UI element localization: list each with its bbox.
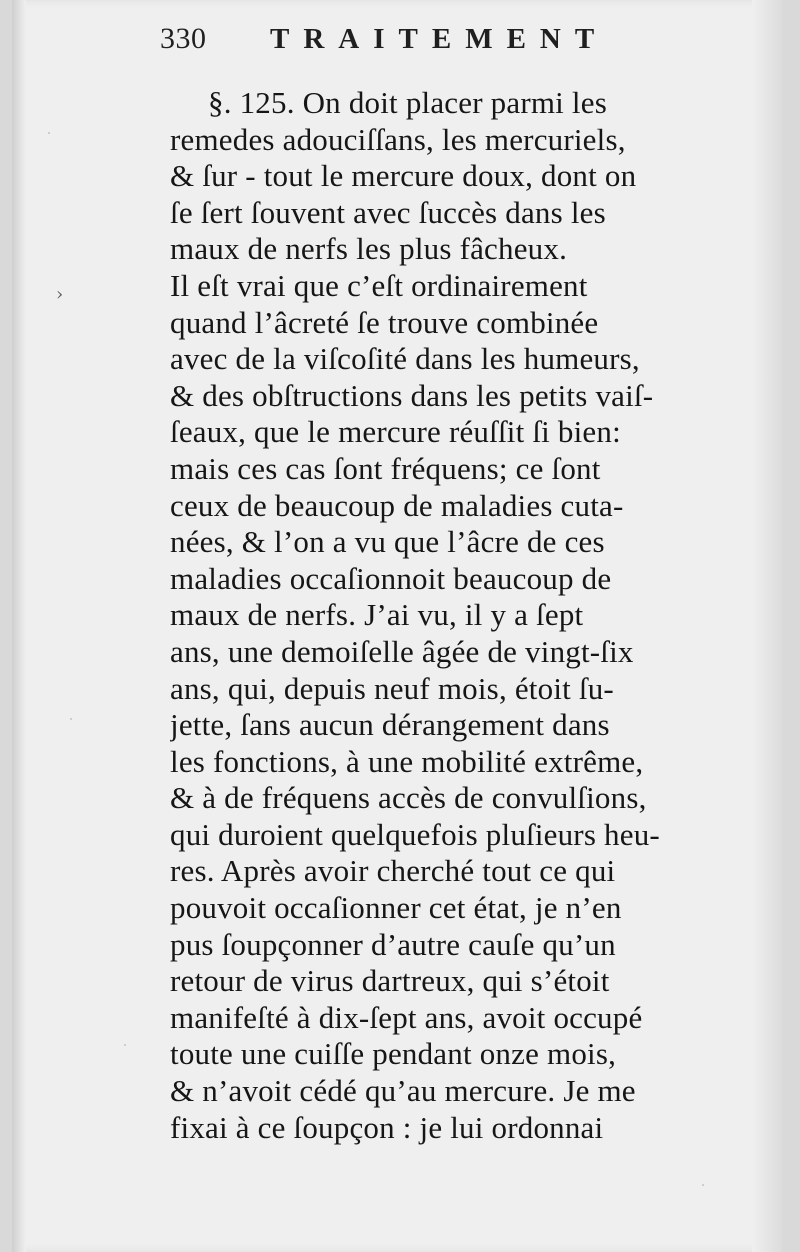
- text-line: pus ſoupçonner d’autre cauſe qu’un: [170, 926, 616, 962]
- text-line: remedes adouciſſans, les mercuriels,: [170, 121, 626, 157]
- text-line: pouvoit occaſionner cet état, je n’en: [170, 890, 622, 926]
- text-line: retour de virus dartreux, qui s’étoit: [170, 963, 610, 999]
- text-line: jette, ſans aucun dérangement dans: [170, 707, 610, 743]
- text-line: Il eſt vrai que c’eſt ordinairement: [170, 267, 588, 303]
- text-line: ceux de beaucoup de maladies cuta-: [170, 487, 624, 523]
- text-line: fixai à ce ſoupçon : je lui ordonnai: [170, 1109, 604, 1145]
- text-line: les fonctions, à une mobilité extrême,: [170, 743, 644, 779]
- text-line: nées, & l’on a vu que l’âcre de ces: [170, 524, 605, 560]
- text-line: qui duroient quelquefois pluſieurs heu-: [170, 816, 660, 852]
- book-page: [12, 0, 782, 1252]
- page-header: [160, 22, 680, 62]
- text-line: ſeaux, que le mercure réuſſit ſi bien:: [170, 414, 621, 450]
- text-line: manifeſté à dix-ſept ans, avoit occupé: [170, 999, 643, 1035]
- text-line: ſe ſert ſouvent avec ſuccès dans les: [170, 194, 606, 230]
- text-line: §. 125. On doit placer parmi les: [208, 85, 607, 120]
- page-edge-shadow: [752, 0, 782, 1252]
- text-line: avec de la viſcoſité dans les humeurs,: [170, 341, 640, 377]
- text-line: & n’avoit cédé qu’au mercure. Je me: [170, 1073, 636, 1109]
- margin-mark: ›: [56, 284, 64, 305]
- running-head: TRAITEMENT: [270, 23, 609, 55]
- text-line: maladies occaſionnoit beaucoup de: [170, 560, 612, 596]
- paper-speck: [702, 1184, 704, 1186]
- text-line: ans, une demoiſelle âgée de vingt-ſix: [170, 633, 634, 669]
- paper-speck: [124, 1044, 126, 1046]
- text-line: quand l’âcreté ſe trouve combinée: [170, 304, 599, 340]
- text-line: maux de nerfs les plus fâcheux.: [170, 231, 568, 267]
- body-text: [170, 85, 752, 1146]
- text-line: res. Après avoir cherché tout ce qui: [170, 853, 616, 889]
- gutter-shadow: [12, 0, 26, 1252]
- text-line: & à de fréquens accès de convulſions,: [170, 780, 647, 816]
- text-line: maux de nerfs. J’ai vu, il y a ſept: [170, 597, 584, 633]
- paper-speck: [70, 718, 72, 720]
- page-number: 330: [160, 22, 207, 55]
- text-line: & ſur - tout le mercure doux, dont on: [170, 158, 637, 194]
- paper-speck: [48, 132, 50, 134]
- text-line: toute une cuiſſe pendant onze mois,: [170, 1036, 617, 1072]
- text-line: & des obſtructions dans les petits vaiſ-: [170, 377, 654, 413]
- text-line: mais ces cas ſont fréquens; ce ſont: [170, 450, 601, 486]
- text-line: ans, qui, depuis neuf mois, étoit ſu-: [170, 670, 614, 706]
